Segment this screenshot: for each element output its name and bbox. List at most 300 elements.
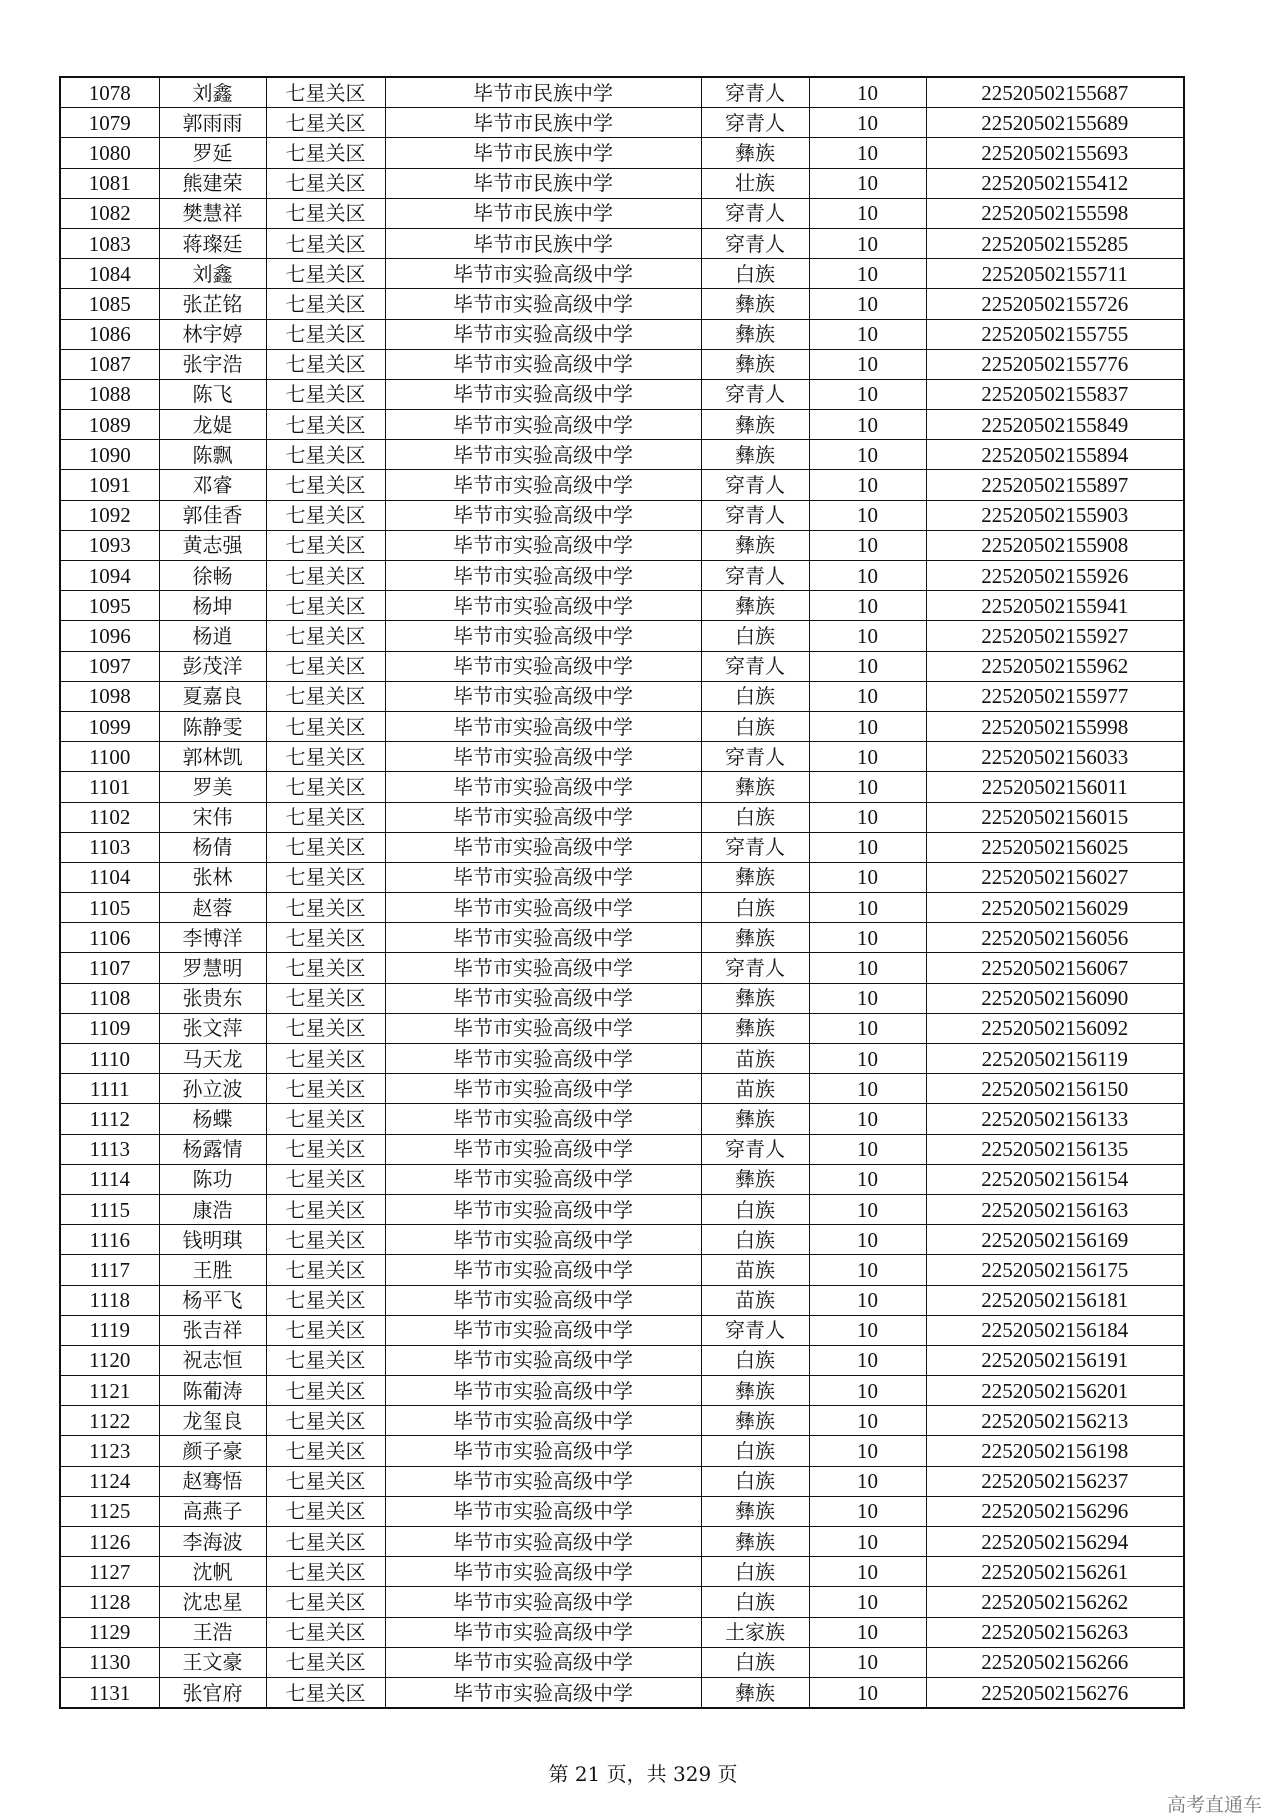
score-cell: 10 (809, 862, 926, 892)
student-name-cell: 张林 (159, 862, 266, 892)
school-cell: 毕节市实验高级中学 (385, 289, 701, 319)
row-number-cell: 1088 (60, 379, 159, 409)
ethnicity-cell: 彝族 (701, 1496, 809, 1526)
row-number-cell: 1084 (60, 259, 159, 289)
student-name-cell: 康浩 (159, 1194, 266, 1224)
district-cell: 七星关区 (266, 1557, 385, 1587)
ethnicity-cell: 穿青人 (701, 742, 809, 772)
exam-id-cell: 22520502156198 (926, 1436, 1184, 1466)
table-row (60, 1677, 1184, 1708)
table-row (60, 1164, 1184, 1194)
district-cell: 七星关区 (266, 289, 385, 319)
school-cell: 毕节市实验高级中学 (385, 681, 701, 711)
district-cell: 七星关区 (266, 772, 385, 802)
exam-id-cell: 22520502156201 (926, 1376, 1184, 1406)
exam-id-cell: 22520502156184 (926, 1315, 1184, 1345)
table-row (60, 681, 1184, 711)
ethnicity-cell: 彝族 (701, 1164, 809, 1194)
table-row (60, 1647, 1184, 1677)
district-cell: 七星关区 (266, 1164, 385, 1194)
ethnicity-cell: 白族 (701, 1345, 809, 1375)
district-cell: 七星关区 (266, 168, 385, 198)
district-cell: 七星关区 (266, 1194, 385, 1224)
exam-id-cell: 22520502155689 (926, 108, 1184, 138)
ethnicity-cell: 苗族 (701, 1285, 809, 1315)
school-cell: 毕节市实验高级中学 (385, 1496, 701, 1526)
student-name-cell: 陈静雯 (159, 711, 266, 741)
district-cell: 七星关区 (266, 1345, 385, 1375)
school-cell: 毕节市民族中学 (385, 228, 701, 258)
school-cell: 毕节市实验高级中学 (385, 1345, 701, 1375)
ethnicity-cell: 穿青人 (701, 470, 809, 500)
score-cell: 10 (809, 681, 926, 711)
student-name-cell: 刘鑫 (159, 259, 266, 289)
exam-id-cell: 22520502156191 (926, 1345, 1184, 1375)
student-name-cell: 李海波 (159, 1527, 266, 1557)
exam-id-cell: 22520502155977 (926, 681, 1184, 711)
row-number-cell: 1109 (60, 1013, 159, 1043)
ethnicity-cell: 穿青人 (701, 379, 809, 409)
student-name-cell: 赵骞悟 (159, 1466, 266, 1496)
exam-id-cell: 22520502156119 (926, 1044, 1184, 1074)
score-cell: 10 (809, 440, 926, 470)
exam-id-cell: 22520502156092 (926, 1013, 1184, 1043)
exam-id-cell: 22520502156237 (926, 1466, 1184, 1496)
row-number-cell: 1081 (60, 168, 159, 198)
school-cell: 毕节市实验高级中学 (385, 862, 701, 892)
student-name-cell: 王胜 (159, 1255, 266, 1285)
row-number-cell: 1104 (60, 862, 159, 892)
district-cell: 七星关区 (266, 1376, 385, 1406)
exam-id-cell: 22520502155285 (926, 228, 1184, 258)
row-number-cell: 1101 (60, 772, 159, 802)
score-cell: 10 (809, 168, 926, 198)
school-cell: 毕节市实验高级中学 (385, 591, 701, 621)
district-cell: 七星关区 (266, 1587, 385, 1617)
student-name-cell: 沈帆 (159, 1557, 266, 1587)
school-cell: 毕节市实验高级中学 (385, 802, 701, 832)
student-name-cell: 陈葡涛 (159, 1376, 266, 1406)
row-number-cell: 1131 (60, 1677, 159, 1708)
ethnicity-cell: 彝族 (701, 319, 809, 349)
table-row (60, 711, 1184, 741)
school-cell: 毕节市实验高级中学 (385, 832, 701, 862)
district-cell: 七星关区 (266, 108, 385, 138)
table-row (60, 470, 1184, 500)
school-cell: 毕节市实验高级中学 (385, 259, 701, 289)
student-name-cell: 钱明琪 (159, 1225, 266, 1255)
exam-id-cell: 22520502155711 (926, 259, 1184, 289)
row-number-cell: 1130 (60, 1647, 159, 1677)
table-row (60, 1406, 1184, 1436)
student-name-cell: 夏嘉良 (159, 681, 266, 711)
ethnicity-cell: 彝族 (701, 1104, 809, 1134)
ethnicity-cell: 白族 (701, 621, 809, 651)
ethnicity-cell: 白族 (701, 1436, 809, 1466)
ethnicity-cell: 白族 (701, 1466, 809, 1496)
district-cell: 七星关区 (266, 379, 385, 409)
student-name-cell: 张宇浩 (159, 349, 266, 379)
table-row (60, 621, 1184, 651)
school-cell: 毕节市实验高级中学 (385, 500, 701, 530)
table-row (60, 561, 1184, 591)
ethnicity-cell: 白族 (701, 1647, 809, 1677)
row-number-cell: 1119 (60, 1315, 159, 1345)
district-cell: 七星关区 (266, 198, 385, 228)
student-name-cell: 孙立波 (159, 1074, 266, 1104)
exam-id-cell: 22520502155837 (926, 379, 1184, 409)
score-cell: 10 (809, 1164, 926, 1194)
score-cell: 10 (809, 953, 926, 983)
student-name-cell: 徐畅 (159, 561, 266, 591)
exam-id-cell: 22520502156169 (926, 1225, 1184, 1255)
page-number: 第 21 页，共 329 页 (548, 1762, 738, 1786)
school-cell: 毕节市民族中学 (385, 138, 701, 168)
row-number-cell: 1079 (60, 108, 159, 138)
school-cell: 毕节市实验高级中学 (385, 1013, 701, 1043)
exam-id-cell: 22520502155755 (926, 319, 1184, 349)
student-name-cell: 刘鑫 (159, 77, 266, 108)
student-name-cell: 黄志强 (159, 530, 266, 560)
school-cell: 毕节市实验高级中学 (385, 470, 701, 500)
ethnicity-cell: 彝族 (701, 440, 809, 470)
row-number-cell: 1108 (60, 983, 159, 1013)
score-cell: 10 (809, 349, 926, 379)
district-cell: 七星关区 (266, 1466, 385, 1496)
district-cell: 七星关区 (266, 1315, 385, 1345)
table-row (60, 1466, 1184, 1496)
student-name-cell: 杨蝶 (159, 1104, 266, 1134)
exam-id-cell: 22520502155726 (926, 289, 1184, 319)
student-name-cell: 张贵东 (159, 983, 266, 1013)
exam-id-cell: 22520502156266 (926, 1647, 1184, 1677)
school-cell: 毕节市实验高级中学 (385, 1315, 701, 1345)
district-cell: 七星关区 (266, 742, 385, 772)
row-number-cell: 1086 (60, 319, 159, 349)
row-number-cell: 1117 (60, 1255, 159, 1285)
score-cell: 10 (809, 1104, 926, 1134)
exam-id-cell: 22520502156056 (926, 923, 1184, 953)
ethnicity-cell: 穿青人 (701, 77, 809, 108)
row-number-cell: 1093 (60, 530, 159, 560)
student-name-cell: 杨坤 (159, 591, 266, 621)
district-cell: 七星关区 (266, 862, 385, 892)
score-cell: 10 (809, 1466, 926, 1496)
row-number-cell: 1128 (60, 1587, 159, 1617)
ethnicity-cell: 彝族 (701, 1677, 809, 1708)
table-row (60, 410, 1184, 440)
ethnicity-cell: 彝族 (701, 772, 809, 802)
ethnicity-cell: 土家族 (701, 1617, 809, 1647)
student-name-cell: 高燕子 (159, 1496, 266, 1526)
school-cell: 毕节市实验高级中学 (385, 1134, 701, 1164)
school-cell: 毕节市实验高级中学 (385, 1406, 701, 1436)
school-cell: 毕节市实验高级中学 (385, 440, 701, 470)
table-row (60, 1376, 1184, 1406)
row-number-cell: 1116 (60, 1225, 159, 1255)
district-cell: 七星关区 (266, 77, 385, 108)
row-number-cell: 1127 (60, 1557, 159, 1587)
row-number-cell: 1114 (60, 1164, 159, 1194)
district-cell: 七星关区 (266, 1074, 385, 1104)
exam-id-cell: 22520502156015 (926, 802, 1184, 832)
ethnicity-cell: 彝族 (701, 138, 809, 168)
exam-id-cell: 22520502156262 (926, 1587, 1184, 1617)
exam-id-cell: 22520502155693 (926, 138, 1184, 168)
school-cell: 毕节市民族中学 (385, 198, 701, 228)
table-row (60, 77, 1184, 108)
student-list-table (59, 76, 1185, 1709)
score-cell: 10 (809, 108, 926, 138)
exam-id-cell: 22520502155894 (926, 440, 1184, 470)
table-row (60, 1044, 1184, 1074)
student-name-cell: 张吉祥 (159, 1315, 266, 1345)
table-row (60, 1255, 1184, 1285)
school-cell: 毕节市实验高级中学 (385, 1225, 701, 1255)
row-number-cell: 1115 (60, 1194, 159, 1224)
student-name-cell: 陈飘 (159, 440, 266, 470)
score-cell: 10 (809, 470, 926, 500)
score-cell: 10 (809, 1194, 926, 1224)
row-number-cell: 1120 (60, 1345, 159, 1375)
ethnicity-cell: 白族 (701, 1194, 809, 1224)
district-cell: 七星关区 (266, 1436, 385, 1466)
school-cell: 毕节市实验高级中学 (385, 1677, 701, 1708)
ethnicity-cell: 彝族 (701, 410, 809, 440)
score-cell: 10 (809, 832, 926, 862)
exam-id-cell: 22520502155598 (926, 198, 1184, 228)
ethnicity-cell: 白族 (701, 711, 809, 741)
exam-id-cell: 22520502156133 (926, 1104, 1184, 1134)
district-cell: 七星关区 (266, 953, 385, 983)
district-cell: 七星关区 (266, 410, 385, 440)
district-cell: 七星关区 (266, 1104, 385, 1134)
exam-id-cell: 22520502155903 (926, 500, 1184, 530)
score-cell: 10 (809, 711, 926, 741)
student-name-cell: 郭林凯 (159, 742, 266, 772)
district-cell: 七星关区 (266, 591, 385, 621)
district-cell: 七星关区 (266, 1617, 385, 1647)
student-name-cell: 祝志恒 (159, 1345, 266, 1375)
row-number-cell: 1078 (60, 77, 159, 108)
ethnicity-cell: 穿青人 (701, 500, 809, 530)
row-number-cell: 1126 (60, 1527, 159, 1557)
student-name-cell: 王文豪 (159, 1647, 266, 1677)
exam-id-cell: 22520502156261 (926, 1557, 1184, 1587)
table-row (60, 1104, 1184, 1134)
score-cell: 10 (809, 410, 926, 440)
score-cell: 10 (809, 1345, 926, 1375)
ethnicity-cell: 穿青人 (701, 953, 809, 983)
table-row (60, 1315, 1184, 1345)
score-cell: 10 (809, 923, 926, 953)
score-cell: 10 (809, 289, 926, 319)
row-number-cell: 1122 (60, 1406, 159, 1436)
student-name-cell: 张芷铭 (159, 289, 266, 319)
district-cell: 七星关区 (266, 1225, 385, 1255)
score-cell: 10 (809, 77, 926, 108)
exam-id-cell: 22520502156296 (926, 1496, 1184, 1526)
row-number-cell: 1095 (60, 591, 159, 621)
exam-id-cell: 22520502156294 (926, 1527, 1184, 1557)
score-cell: 10 (809, 1285, 926, 1315)
score-cell: 10 (809, 1315, 926, 1345)
row-number-cell: 1118 (60, 1285, 159, 1315)
ethnicity-cell: 彝族 (701, 1527, 809, 1557)
ethnicity-cell: 苗族 (701, 1044, 809, 1074)
exam-id-cell: 22520502155927 (926, 621, 1184, 651)
ethnicity-cell: 彝族 (701, 530, 809, 560)
exam-id-cell: 22520502155941 (926, 591, 1184, 621)
ethnicity-cell: 苗族 (701, 1074, 809, 1104)
exam-id-cell: 22520502156090 (926, 983, 1184, 1013)
table-row (60, 500, 1184, 530)
table-row (60, 953, 1184, 983)
exam-id-cell: 22520502156033 (926, 742, 1184, 772)
score-cell: 10 (809, 500, 926, 530)
exam-id-cell: 22520502156150 (926, 1074, 1184, 1104)
student-name-cell: 罗美 (159, 772, 266, 802)
row-number-cell: 1123 (60, 1436, 159, 1466)
student-name-cell: 张文萍 (159, 1013, 266, 1043)
score-cell: 10 (809, 1013, 926, 1043)
ethnicity-cell: 穿青人 (701, 1315, 809, 1345)
school-cell: 毕节市实验高级中学 (385, 379, 701, 409)
score-cell: 10 (809, 1557, 926, 1587)
row-number-cell: 1106 (60, 923, 159, 953)
exam-id-cell: 22520502156163 (926, 1194, 1184, 1224)
table-row (60, 319, 1184, 349)
district-cell: 七星关区 (266, 500, 385, 530)
ethnicity-cell: 彝族 (701, 1406, 809, 1436)
score-cell: 10 (809, 198, 926, 228)
district-cell: 七星关区 (266, 1044, 385, 1074)
ethnicity-cell: 白族 (701, 1587, 809, 1617)
table-row (60, 772, 1184, 802)
score-cell: 10 (809, 651, 926, 681)
ethnicity-cell: 穿青人 (701, 198, 809, 228)
district-cell: 七星关区 (266, 1677, 385, 1708)
district-cell: 七星关区 (266, 440, 385, 470)
ethnicity-cell: 彝族 (701, 1013, 809, 1043)
table-row (60, 1496, 1184, 1526)
district-cell: 七星关区 (266, 1527, 385, 1557)
school-cell: 毕节市实验高级中学 (385, 1647, 701, 1677)
school-cell: 毕节市民族中学 (385, 168, 701, 198)
row-number-cell: 1100 (60, 742, 159, 772)
student-name-cell: 张官府 (159, 1677, 266, 1708)
row-number-cell: 1121 (60, 1376, 159, 1406)
district-cell: 七星关区 (266, 1285, 385, 1315)
table-row (60, 289, 1184, 319)
row-number-cell: 1082 (60, 198, 159, 228)
row-number-cell: 1089 (60, 410, 159, 440)
table-row (60, 1345, 1184, 1375)
school-cell: 毕节市实验高级中学 (385, 923, 701, 953)
score-cell: 10 (809, 1496, 926, 1526)
district-cell: 七星关区 (266, 138, 385, 168)
school-cell: 毕节市实验高级中学 (385, 1557, 701, 1587)
district-cell: 七星关区 (266, 621, 385, 651)
student-name-cell: 龙玺良 (159, 1406, 266, 1436)
school-cell: 毕节市民族中学 (385, 77, 701, 108)
school-cell: 毕节市实验高级中学 (385, 1376, 701, 1406)
table-row (60, 802, 1184, 832)
student-name-cell: 杨逍 (159, 621, 266, 651)
row-number-cell: 1125 (60, 1496, 159, 1526)
school-cell: 毕节市实验高级中学 (385, 651, 701, 681)
student-name-cell: 彭茂洋 (159, 651, 266, 681)
row-number-cell: 1085 (60, 289, 159, 319)
school-cell: 毕节市实验高级中学 (385, 893, 701, 923)
table-row (60, 1617, 1184, 1647)
school-cell: 毕节市实验高级中学 (385, 742, 701, 772)
district-cell: 七星关区 (266, 259, 385, 289)
district-cell: 七星关区 (266, 711, 385, 741)
score-cell: 10 (809, 1134, 926, 1164)
score-cell: 10 (809, 228, 926, 258)
table-row (60, 1527, 1184, 1557)
table-row (60, 1436, 1184, 1466)
district-cell: 七星关区 (266, 983, 385, 1013)
score-cell: 10 (809, 259, 926, 289)
exam-id-cell: 22520502155687 (926, 77, 1184, 108)
student-name-cell: 宋伟 (159, 802, 266, 832)
table-row (60, 379, 1184, 409)
table-row (60, 983, 1184, 1013)
exam-id-cell: 22520502155962 (926, 651, 1184, 681)
school-cell: 毕节市实验高级中学 (385, 1255, 701, 1285)
watermark: 高考直通车 (1166, 1794, 1262, 1816)
school-cell: 毕节市实验高级中学 (385, 621, 701, 651)
district-cell: 七星关区 (266, 802, 385, 832)
school-cell: 毕节市实验高级中学 (385, 953, 701, 983)
district-cell: 七星关区 (266, 651, 385, 681)
ethnicity-cell: 彝族 (701, 983, 809, 1013)
exam-id-cell: 22520502156276 (926, 1677, 1184, 1708)
district-cell: 七星关区 (266, 349, 385, 379)
score-cell: 10 (809, 1647, 926, 1677)
exam-id-cell: 22520502156027 (926, 862, 1184, 892)
table-row (60, 259, 1184, 289)
district-cell: 七星关区 (266, 832, 385, 862)
table-row (60, 228, 1184, 258)
student-name-cell: 龙媞 (159, 410, 266, 440)
ethnicity-cell: 白族 (701, 893, 809, 923)
student-name-cell: 李博洋 (159, 923, 266, 953)
row-number-cell: 1097 (60, 651, 159, 681)
row-number-cell: 1080 (60, 138, 159, 168)
ethnicity-cell: 穿青人 (701, 1134, 809, 1164)
table-row (60, 138, 1184, 168)
ethnicity-cell: 白族 (701, 1225, 809, 1255)
row-number-cell: 1102 (60, 802, 159, 832)
ethnicity-cell: 彝族 (701, 1376, 809, 1406)
school-cell: 毕节市实验高级中学 (385, 983, 701, 1013)
table-row (60, 832, 1184, 862)
row-number-cell: 1099 (60, 711, 159, 741)
district-cell: 七星关区 (266, 470, 385, 500)
district-cell: 七星关区 (266, 530, 385, 560)
row-number-cell: 1124 (60, 1466, 159, 1496)
ethnicity-cell: 彝族 (701, 289, 809, 319)
row-number-cell: 1087 (60, 349, 159, 379)
score-cell: 10 (809, 138, 926, 168)
score-cell: 10 (809, 1376, 926, 1406)
school-cell: 毕节市实验高级中学 (385, 349, 701, 379)
district-cell: 七星关区 (266, 893, 385, 923)
ethnicity-cell: 苗族 (701, 1255, 809, 1285)
